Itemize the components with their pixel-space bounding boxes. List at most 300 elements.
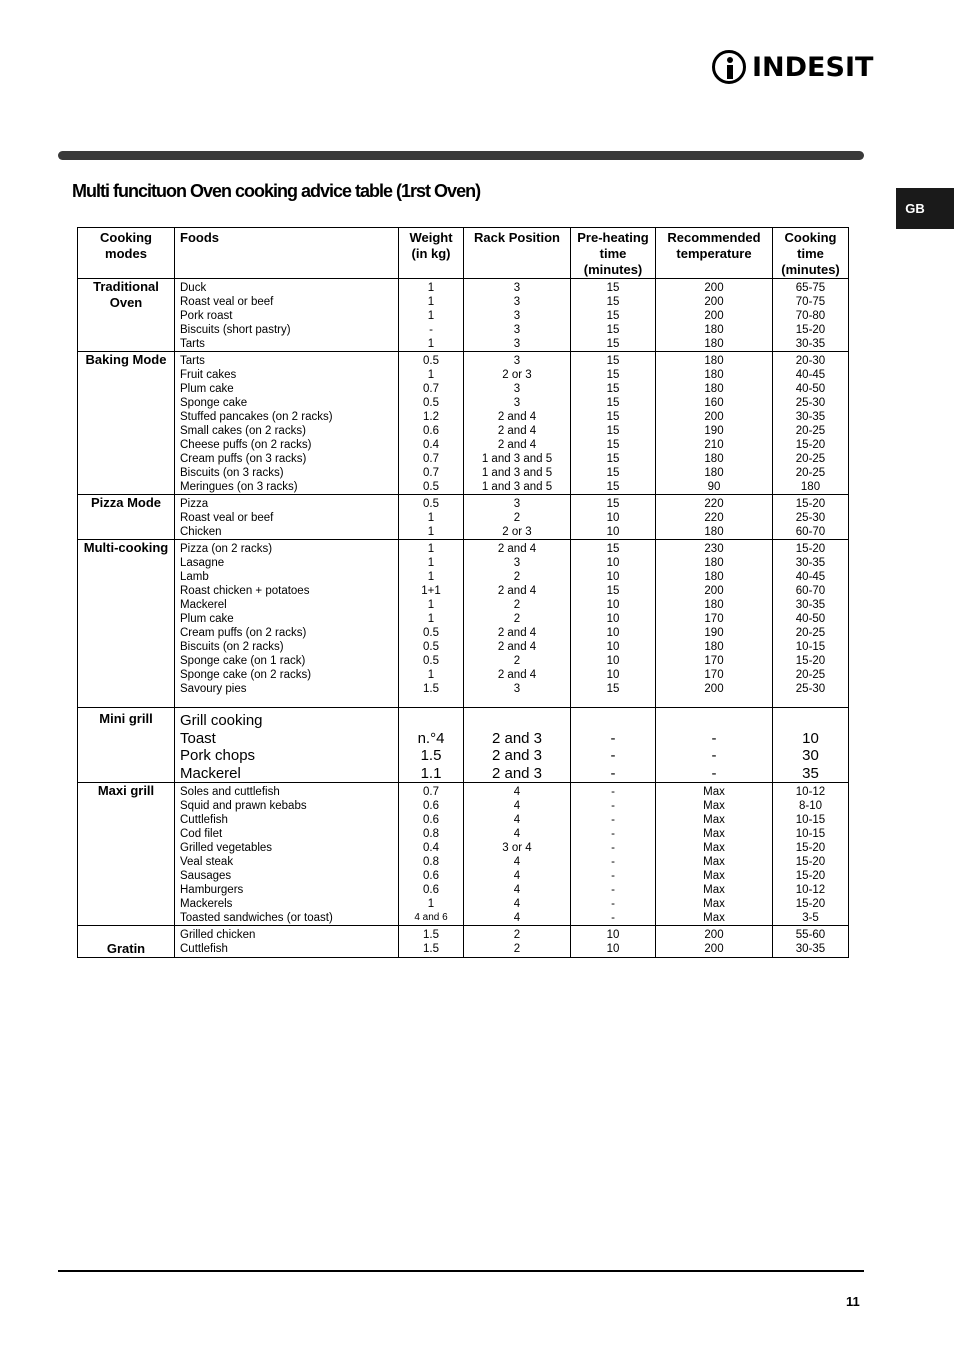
rack-value: 3 <box>513 557 521 569</box>
weight-value: 0.5 <box>423 355 439 367</box>
food-name: Cuttlefish <box>180 943 228 955</box>
weight-value: 1.5 <box>423 683 439 695</box>
time-value: 55-60 <box>795 929 826 941</box>
food-name: Cod filet <box>180 828 223 840</box>
food-name: Small cakes (on 2 racks) <box>180 425 306 437</box>
preheat-value: - <box>611 800 615 812</box>
weight-value: 0.6 <box>423 425 439 437</box>
rack-cell <box>464 926 571 958</box>
time-value: 15-20 <box>795 842 826 854</box>
food-name: Tarts <box>180 355 205 367</box>
weight-value: 1 <box>427 296 435 308</box>
temp-value: 180 <box>704 383 724 395</box>
food-name: Pork chops <box>180 747 256 764</box>
food-name: Sponge cake <box>180 397 248 409</box>
temp-value: - <box>711 764 717 782</box>
temp-value: 180 <box>704 526 724 538</box>
time-value: 15-20 <box>795 439 826 451</box>
weight-value: 1.2 <box>423 411 439 423</box>
rack-value: 2 or 3 <box>502 369 532 381</box>
temp-value: 180 <box>704 453 724 465</box>
foods-cell <box>175 352 399 495</box>
rack-value: 3 <box>513 355 521 367</box>
food-name: Fruit cakes <box>180 369 237 381</box>
temp-value: Max <box>703 898 725 910</box>
temp-value: 180 <box>704 557 724 569</box>
temp-value: 180 <box>704 369 724 381</box>
header-rack-position: Rack Position <box>464 228 571 279</box>
rack-value: 3 or 4 <box>502 842 532 854</box>
cooking-mode-label: Pizza Mode <box>78 495 175 540</box>
rack-value: 2 and 4 <box>497 425 537 437</box>
food-name: Tarts <box>180 338 205 350</box>
header-cooking-modes: Cooking modes <box>78 228 175 279</box>
time-value: 30-35 <box>795 557 826 569</box>
preheat-cell <box>571 708 656 783</box>
temp-value: 180 <box>704 599 724 611</box>
cooking-mode-label: Maxi grill <box>78 783 175 926</box>
weight-value: 1 <box>427 613 435 625</box>
cooking-mode-label: Gratin <box>78 926 175 958</box>
mode-group <box>78 495 849 540</box>
food-name: Sausages <box>180 870 232 882</box>
preheat-value: 15 <box>606 355 620 367</box>
temp-value: 180 <box>704 641 724 653</box>
weight-value: 0.7 <box>423 467 439 479</box>
food-name: Meringues (on 3 racks) <box>180 481 298 493</box>
weight-value: 0.5 <box>423 498 439 510</box>
preheat-value: - <box>611 856 615 868</box>
weight-value: 0.4 <box>423 842 439 854</box>
rack-value: 2 <box>513 929 521 941</box>
temp-value: 200 <box>704 943 724 955</box>
time-value: 65-75 <box>795 282 826 294</box>
weight-value: 1 <box>427 310 435 322</box>
weight-value: 1 <box>427 898 435 910</box>
food-name: Cheese puffs (on 2 racks) <box>180 439 312 451</box>
temp-cell <box>656 783 773 926</box>
header-rule <box>58 151 864 160</box>
preheat-value: 15 <box>606 683 620 695</box>
weight-value: 1 <box>427 557 435 569</box>
weight-value: 0.5 <box>423 481 439 493</box>
preheat-value: - <box>611 898 615 910</box>
header-weight: Weight (in kg) <box>399 228 464 279</box>
food-name: Mackerel <box>180 764 241 782</box>
rack-cell <box>464 540 571 708</box>
rack-cell <box>464 279 571 352</box>
preheat-value: - <box>611 912 615 924</box>
rack-value: 2 and 4 <box>497 669 537 681</box>
food-name: Lasagne <box>180 557 225 569</box>
food-name: Biscuits (on 3 racks) <box>180 467 284 479</box>
food-name: Cream puffs (on 2 racks) <box>180 627 307 639</box>
time-cell <box>773 279 849 352</box>
time-value: 30-35 <box>795 411 826 423</box>
food-name: Veal steak <box>180 856 234 868</box>
weight-cell <box>399 540 464 708</box>
preheat-value: 15 <box>606 397 620 409</box>
mode-group <box>78 279 849 352</box>
rack-cell <box>464 783 571 926</box>
temp-value: Max <box>703 870 725 882</box>
food-name: Squid and prawn kebabs <box>180 800 307 812</box>
preheat-value: 15 <box>606 411 620 423</box>
preheat-cell <box>571 783 656 926</box>
food-name: Toasted sandwiches (or toast) <box>180 912 333 924</box>
temp-value: Max <box>703 814 725 826</box>
mode-group <box>78 783 849 926</box>
food-name: Duck <box>180 282 207 294</box>
time-value: 40-50 <box>795 613 826 625</box>
mode-group <box>78 926 849 958</box>
preheat-value: 10 <box>606 641 620 653</box>
weight-value: 0.8 <box>423 828 439 840</box>
temp-cell <box>656 926 773 958</box>
food-name: Biscuits (short pastry) <box>180 324 291 336</box>
rack-value: 3 <box>513 324 521 336</box>
rack-value: 4 <box>513 800 521 812</box>
temp-value: 180 <box>704 571 724 583</box>
time-value: 10-12 <box>795 884 826 896</box>
time-cell <box>773 540 849 708</box>
cooking-mode-label: Baking Mode <box>78 352 175 495</box>
preheat-value: 15 <box>606 439 620 451</box>
temp-value: Max <box>703 884 725 896</box>
rack-value: 1 and 3 and 5 <box>481 481 553 493</box>
rack-value: 4 <box>513 884 521 896</box>
rack-value: 2 and 4 <box>497 585 537 597</box>
temp-value: Max <box>703 800 725 812</box>
rack-value: 2 and 4 <box>497 439 537 451</box>
time-value: 3-5 <box>802 912 819 924</box>
temp-value: 180 <box>704 324 724 336</box>
time-value: 20-30 <box>795 355 826 367</box>
weight-cell <box>399 495 464 540</box>
weight-value: 1 <box>427 599 435 611</box>
mode-group <box>78 540 849 708</box>
preheat-value: 15 <box>606 467 620 479</box>
table-row <box>78 279 849 352</box>
temp-value: 170 <box>704 613 724 625</box>
food-name: Biscuits (on 2 racks) <box>180 641 284 653</box>
weight-value: 0.6 <box>423 884 439 896</box>
preheat-value: 15 <box>606 369 620 381</box>
time-value: 30-35 <box>795 943 826 955</box>
preheat-value: - <box>611 786 615 798</box>
time-value: 20-25 <box>795 453 826 465</box>
preheat-value: - <box>610 764 616 782</box>
weight-value: 0.8 <box>423 856 439 868</box>
time-value: 10-15 <box>795 641 826 653</box>
temp-value: Max <box>703 856 725 868</box>
preheat-value: 10 <box>606 599 620 611</box>
rack-value: 1 and 3 and 5 <box>481 467 553 479</box>
time-value: 15-20 <box>795 898 826 910</box>
preheat-value: 10 <box>606 526 620 538</box>
preheat-value: 15 <box>606 324 620 336</box>
temp-cell <box>656 352 773 495</box>
mode-group <box>78 352 849 495</box>
indesit-logo <box>712 46 873 88</box>
weight-value: 0.7 <box>423 786 439 798</box>
preheat-value: 10 <box>606 613 620 625</box>
preheat-value: 10 <box>606 571 620 583</box>
weight-value: 0.5 <box>423 627 439 639</box>
preheat-value: 15 <box>606 338 620 350</box>
table-header-row <box>78 228 849 279</box>
weight-value: 1 <box>427 526 435 538</box>
food-name: Savoury pies <box>180 683 247 695</box>
weight-value: 1 <box>427 669 435 681</box>
cooking-mode-label: Traditional Oven <box>78 279 175 352</box>
temp-value: - <box>711 747 717 764</box>
time-value: 40-45 <box>795 571 826 583</box>
weight-cell <box>399 279 464 352</box>
rack-value: 2 and 4 <box>497 543 537 555</box>
preheat-value: 15 <box>606 498 620 510</box>
food-name: Cuttlefish <box>180 814 228 826</box>
rack-value: 2 <box>513 512 521 524</box>
time-value <box>773 712 848 730</box>
rack-value: 2 and 4 <box>497 627 537 639</box>
weight-cell <box>399 352 464 495</box>
rack-value: 3 <box>513 296 521 308</box>
rack-value: 2 and 3 <box>491 747 543 764</box>
temp-cell <box>656 495 773 540</box>
header-foods: Foods <box>175 228 399 279</box>
preheat-value: 10 <box>606 512 620 524</box>
foods-cell <box>175 708 399 783</box>
weight-value: 0.7 <box>423 453 439 465</box>
food-name: Roast veal or beef <box>180 512 274 524</box>
preheat-value: 10 <box>606 929 620 941</box>
food-name: Stuffed pancakes (on 2 racks) <box>180 411 333 423</box>
table-row <box>78 783 849 926</box>
rack-value: 4 <box>513 912 521 924</box>
temp-value: 170 <box>704 669 724 681</box>
food-name: Grill cooking <box>180 712 263 729</box>
time-value: 25-30 <box>795 397 826 409</box>
food-name: Plum cake <box>180 383 234 395</box>
preheat-value: 15 <box>606 585 620 597</box>
preheat-value: 15 <box>606 296 620 308</box>
food-name: Sponge cake (on 1 rack) <box>180 655 306 667</box>
rack-value: 2 <box>513 571 521 583</box>
preheat-value: 15 <box>606 383 620 395</box>
cooking-advice-table <box>77 227 849 958</box>
rack-value <box>464 712 570 730</box>
footer-rule <box>58 1270 864 1272</box>
brand-name: INDESIT <box>752 51 874 83</box>
time-value: 10-12 <box>795 786 826 798</box>
table-row <box>78 495 849 540</box>
time-value: 20-25 <box>795 425 826 437</box>
weight-value: 1.1 <box>420 764 442 782</box>
temp-value: 200 <box>704 282 724 294</box>
page-title: Multi funcituon Oven cooking advice table (1rst Oven) <box>72 181 481 201</box>
temp-value: 170 <box>704 655 724 667</box>
temp-value: 180 <box>704 338 724 350</box>
temp-value: - <box>711 729 717 747</box>
rack-value: 2 and 3 <box>491 729 543 747</box>
food-name: Cream puffs (on 3 racks) <box>180 453 307 465</box>
rack-value: 2 and 3 <box>491 764 543 782</box>
temp-value: Max <box>703 912 725 924</box>
weight-value: 1.5 <box>423 943 439 955</box>
weight-value: 1 <box>427 543 435 555</box>
time-value: 60-70 <box>795 585 826 597</box>
temp-value: Max <box>703 786 725 798</box>
rack-value: 3 <box>513 683 521 695</box>
temp-value: 220 <box>704 498 724 510</box>
preheat-cell <box>571 926 656 958</box>
temp-value: 220 <box>704 512 724 524</box>
rack-value: 3 <box>513 498 521 510</box>
cooking-mode-label: Multi-cooking <box>78 540 175 708</box>
foods-cell <box>175 279 399 352</box>
rack-value: 3 <box>513 383 521 395</box>
time-value: 15-20 <box>795 324 826 336</box>
preheat-value: - <box>611 870 615 882</box>
temp-value: Max <box>703 828 725 840</box>
food-name: Mackerels <box>180 898 233 910</box>
preheat-value: - <box>611 828 615 840</box>
temp-value <box>656 712 772 730</box>
rack-value: 3 <box>513 310 521 322</box>
time-value: 8-10 <box>798 800 823 812</box>
time-value: 70-80 <box>795 310 826 322</box>
food-name: Sponge cake (on 2 racks) <box>180 669 312 681</box>
food-name: Plum cake <box>180 613 234 625</box>
weight-value: 0.4 <box>423 439 439 451</box>
time-value: 25-30 <box>795 512 826 524</box>
time-cell <box>773 495 849 540</box>
preheat-value: - <box>611 842 615 854</box>
preheat-value: - <box>610 729 616 747</box>
preheat-value: 15 <box>606 310 620 322</box>
weight-value: 1 <box>427 369 435 381</box>
rack-value: 4 <box>513 814 521 826</box>
weight-value: n.°4 <box>417 729 445 747</box>
rack-value: 2 <box>513 613 521 625</box>
preheat-value: 10 <box>606 557 620 569</box>
weight-value: 1 <box>427 338 435 350</box>
preheat-value: 10 <box>606 627 620 639</box>
weight-value: 1.5 <box>420 747 442 764</box>
time-value: 15-20 <box>795 543 826 555</box>
weight-value: 0.6 <box>423 870 439 882</box>
table-row <box>78 540 849 708</box>
weight-value: 0.5 <box>423 397 439 409</box>
food-name: Grilled chicken <box>180 929 256 941</box>
preheat-cell <box>571 352 656 495</box>
rack-value: 3 <box>513 338 521 350</box>
temp-cell <box>656 708 773 783</box>
time-value: 30 <box>802 747 819 764</box>
rack-value: 2 <box>513 943 521 955</box>
mode-group <box>78 708 849 783</box>
time-value: 15-20 <box>795 870 826 882</box>
foods-cell <box>175 926 399 958</box>
temp-value: 180 <box>704 355 724 367</box>
food-name: Lamb <box>180 571 209 583</box>
rack-value: 2 <box>513 599 521 611</box>
time-cell <box>773 708 849 783</box>
rack-value: 3 <box>513 397 521 409</box>
rack-value: 2 and 4 <box>497 641 537 653</box>
rack-value: 4 <box>513 898 521 910</box>
temp-value: 200 <box>704 585 724 597</box>
preheat-value: - <box>611 884 615 896</box>
weight-value <box>399 712 463 730</box>
preheat-cell <box>571 279 656 352</box>
rack-value: 4 <box>513 828 521 840</box>
time-value: 30-35 <box>795 599 826 611</box>
weight-cell <box>399 926 464 958</box>
time-value: 20-25 <box>795 627 826 639</box>
preheat-value: 15 <box>606 453 620 465</box>
time-value: 30-35 <box>795 338 826 350</box>
preheat-value: 10 <box>606 669 620 681</box>
preheat-value: 15 <box>606 543 620 555</box>
header-preheating-time: Pre-heating time (minutes) <box>571 228 656 279</box>
time-value: 10-15 <box>795 828 826 840</box>
food-name: Hamburgers <box>180 884 244 896</box>
time-value: 35 <box>802 764 819 782</box>
rack-value: 1 and 3 and 5 <box>481 453 553 465</box>
weight-value: 0.5 <box>423 641 439 653</box>
temp-value: 90 <box>707 481 721 493</box>
time-value: 180 <box>800 481 821 493</box>
foods-cell <box>175 495 399 540</box>
preheat-cell <box>571 540 656 708</box>
weight-cell <box>399 708 464 783</box>
weight-value: - <box>429 324 433 336</box>
temp-value: 230 <box>704 543 724 555</box>
time-value: 15-20 <box>795 655 826 667</box>
preheat-value: 10 <box>606 655 620 667</box>
rack-cell <box>464 495 571 540</box>
rack-cell <box>464 352 571 495</box>
food-name: Chicken <box>180 526 222 538</box>
time-value: 25-30 <box>795 683 826 695</box>
temp-value: 210 <box>704 439 724 451</box>
preheat-value: 15 <box>606 282 620 294</box>
temp-value: 200 <box>704 296 724 308</box>
foods-cell <box>175 783 399 926</box>
header-recommended-temperature: Recommended temperature <box>656 228 773 279</box>
preheat-value <box>571 712 655 730</box>
weight-value: 0.5 <box>423 655 439 667</box>
time-value: 15-20 <box>795 856 826 868</box>
weight-value: 0.6 <box>423 814 439 826</box>
rack-value: 4 <box>513 856 521 868</box>
food-name: Pizza <box>180 498 209 510</box>
cooking-mode-label: Mini grill <box>78 708 175 783</box>
preheat-value: - <box>611 814 615 826</box>
temp-value: 200 <box>704 411 724 423</box>
rack-value: 2 and 4 <box>497 411 537 423</box>
table-row <box>78 926 849 958</box>
rack-cell <box>464 708 571 783</box>
time-value: 20-25 <box>795 669 826 681</box>
rack-value: 4 <box>513 870 521 882</box>
weight-value: 1+1 <box>421 585 441 597</box>
weight-value: 1 <box>427 571 435 583</box>
weight-value: 1.5 <box>423 929 439 941</box>
preheat-value: 10 <box>606 943 620 955</box>
